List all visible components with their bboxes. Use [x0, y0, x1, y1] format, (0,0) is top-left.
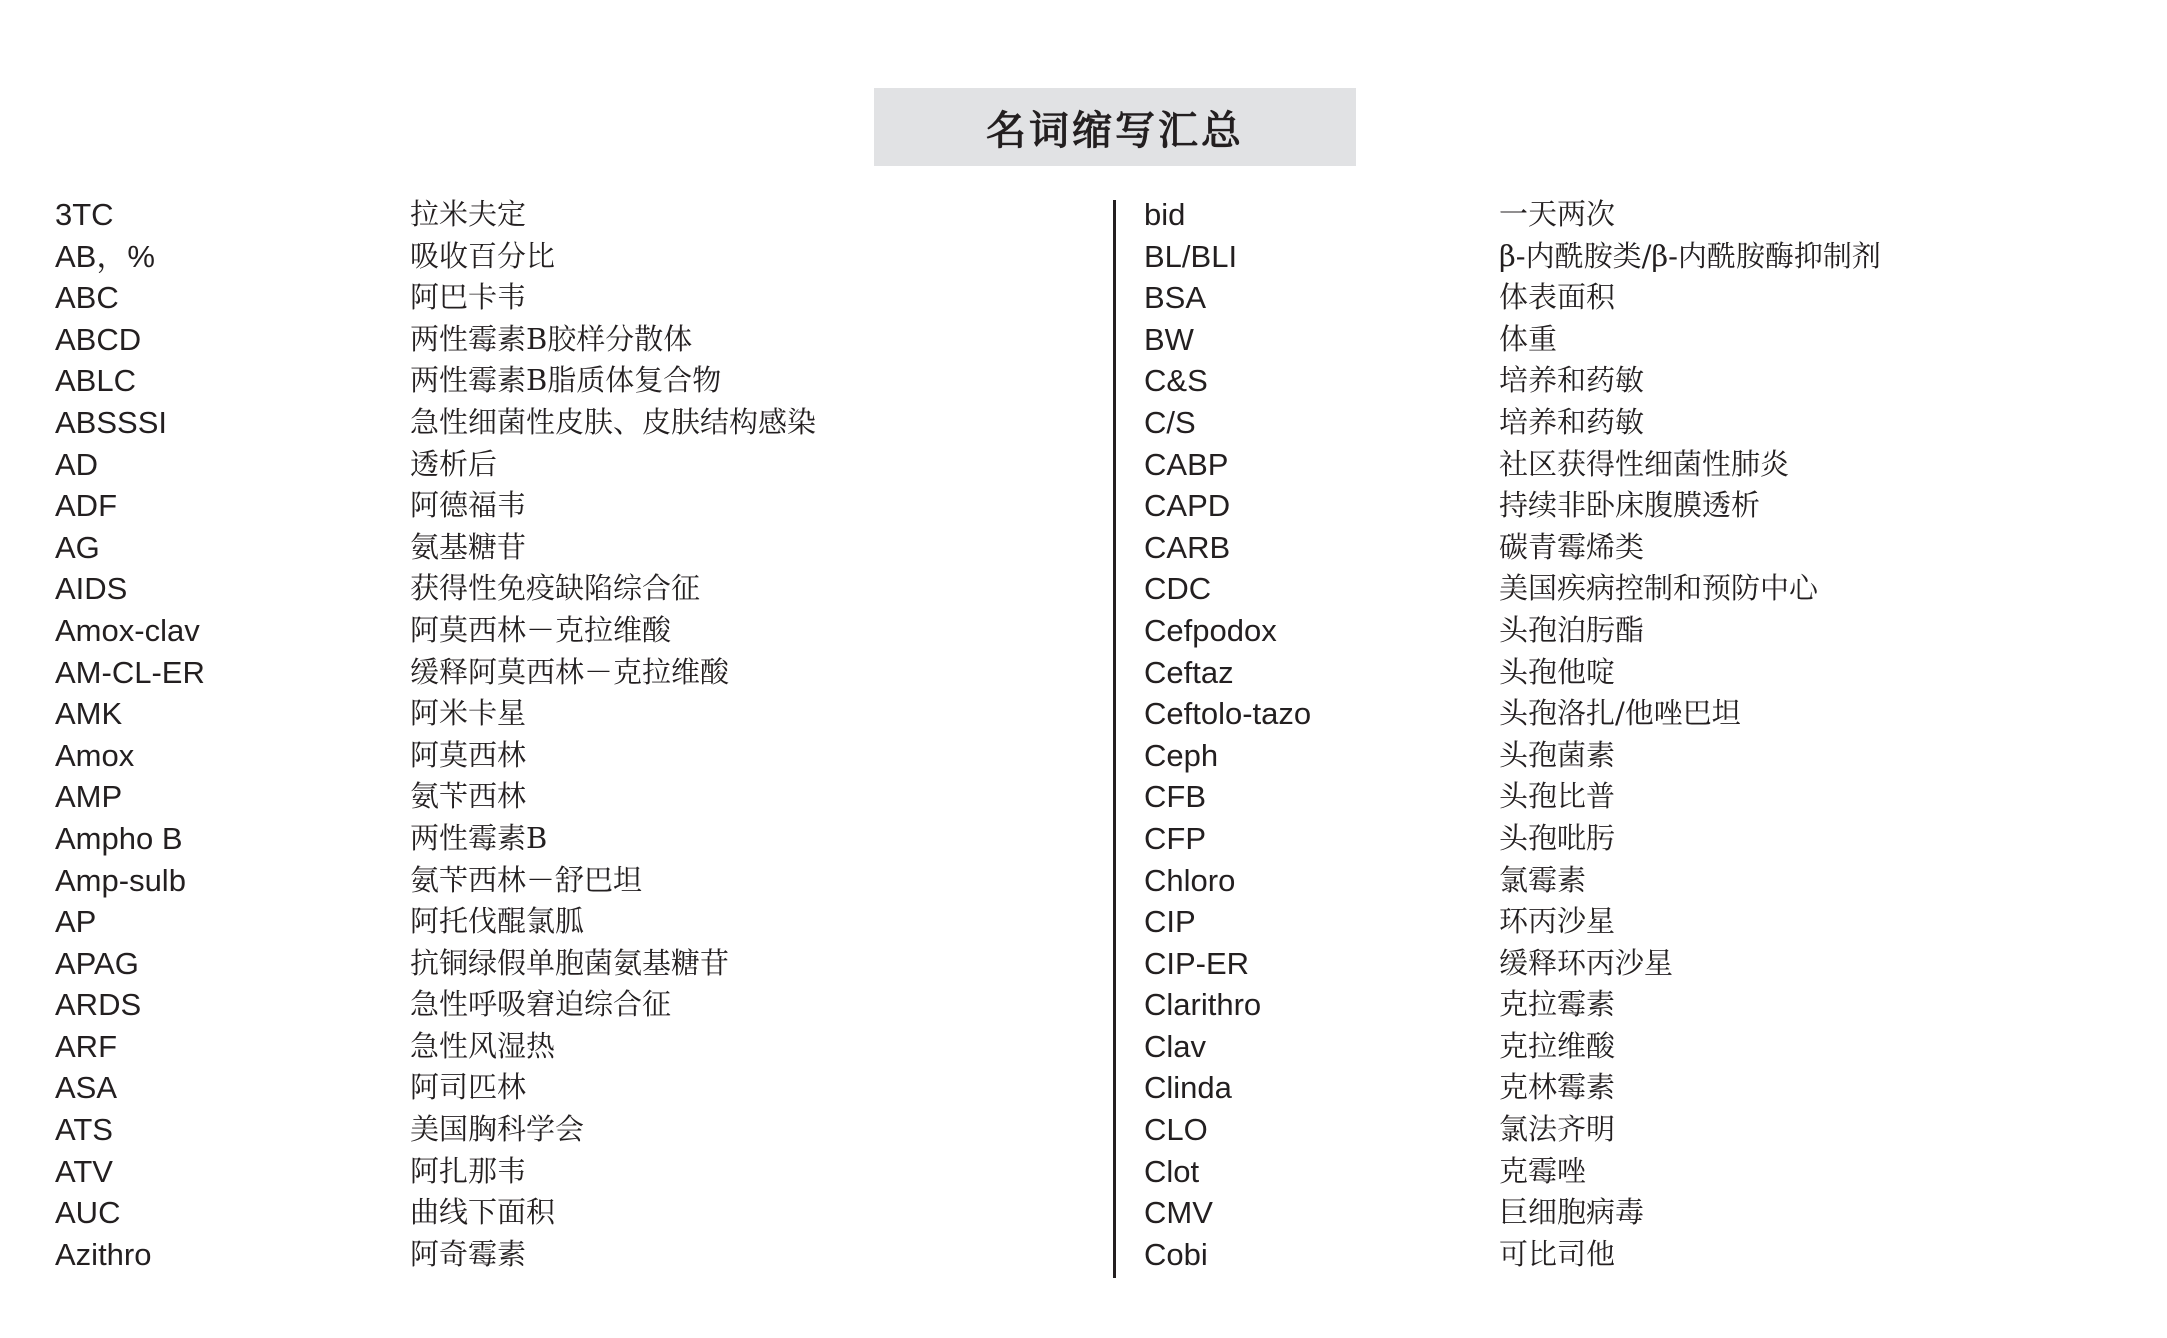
abbreviation: AIDS	[55, 571, 128, 607]
abbreviation-row	[55, 568, 1055, 610]
full-term: 社区获得性细菌性肺炎	[1499, 446, 1790, 481]
abbreviation-row	[55, 984, 1055, 1026]
abbreviation: Amox-clav	[55, 612, 200, 648]
abbreviation: CABP	[1144, 446, 1229, 482]
title-banner	[874, 88, 1356, 166]
abbreviation: Amox	[55, 737, 135, 773]
full-term: 透析后	[410, 446, 498, 481]
abbreviation-row	[1144, 444, 2144, 486]
full-term: 氨苄西林	[410, 779, 527, 814]
abbreviation: CFB	[1144, 779, 1206, 815]
full-term: 缓释环丙沙星	[1499, 945, 1674, 980]
full-term: 吸收百分比	[410, 238, 556, 273]
abbreviation-row	[55, 860, 1055, 902]
abbreviation-row	[55, 194, 1055, 236]
abbreviation: ADF	[55, 488, 117, 524]
abbreviation-row	[1144, 735, 2144, 777]
abbreviation: AD	[55, 446, 99, 482]
abbreviation-row	[55, 1234, 1055, 1276]
full-term: 环丙沙星	[1499, 904, 1616, 939]
abbreviation: Ampho B	[55, 820, 183, 856]
abbreviation: ARF	[55, 1028, 117, 1064]
abbreviation-row	[1144, 568, 2144, 610]
full-term: 急性风湿热	[410, 1028, 556, 1063]
abbreviation: AB，%	[55, 238, 155, 274]
full-term: 氨基糖苷	[410, 529, 527, 564]
abbreviation: APAG	[55, 945, 139, 981]
abbreviation-row	[55, 277, 1055, 319]
abbreviation: Chloro	[1144, 862, 1236, 898]
abbreviation: Amp-sulb	[55, 862, 186, 898]
abbreviation: ABCD	[55, 321, 142, 357]
full-term: 氯霉素	[1499, 862, 1587, 897]
full-term: β-内酰胺类/β-内酰胺酶抑制剂	[1499, 238, 1881, 273]
abbreviation: Azithro	[55, 1236, 152, 1272]
abbreviation-row	[55, 901, 1055, 943]
abbreviation: CIP-ER	[1144, 945, 1250, 981]
abbreviation: CDC	[1144, 571, 1212, 607]
full-term: 氨苄西林－舒巴坦	[410, 862, 643, 897]
abbreviation: ABC	[55, 280, 119, 316]
abbreviation: BW	[1144, 321, 1194, 357]
full-term: 头孢吡肟	[1499, 820, 1616, 855]
full-term: 巨细胞病毒	[1499, 1195, 1645, 1230]
abbreviation: AMP	[55, 779, 123, 815]
abbreviation: Ceph	[1144, 737, 1219, 773]
abbreviation: CLO	[1144, 1112, 1208, 1148]
abbreviation-row	[55, 610, 1055, 652]
abbreviation: BL/BLI	[1144, 238, 1238, 274]
abbreviation: 3TC	[55, 197, 114, 232]
full-term: 阿莫西林－克拉维酸	[410, 612, 672, 647]
abbreviation: Cobi	[1144, 1236, 1208, 1272]
abbreviation-row	[55, 818, 1055, 860]
full-term: 培养和药敏	[1499, 363, 1645, 398]
abbreviation: C/S	[1144, 404, 1196, 440]
abbreviation: AP	[55, 904, 97, 940]
abbreviation-row	[55, 1026, 1055, 1068]
abbreviation-row	[1144, 693, 2144, 735]
abbreviation-row	[55, 1192, 1055, 1234]
full-term: 曲线下面积	[410, 1195, 556, 1230]
full-term: 阿扎那韦	[410, 1153, 527, 1188]
abbreviation: ATV	[55, 1153, 113, 1189]
full-term: 两性霉素B胶样分散体	[410, 321, 693, 356]
abbreviation-row	[55, 527, 1055, 569]
abbreviation-row	[55, 652, 1055, 694]
full-term: 阿德福韦	[410, 488, 527, 523]
full-term: 持续非卧床腹膜透析	[1499, 488, 1761, 523]
abbreviation-row	[1144, 1234, 2144, 1276]
abbreviation: ASA	[55, 1070, 118, 1106]
abbreviation: Clarithro	[1144, 987, 1262, 1023]
column-divider	[1113, 200, 1116, 1278]
abbreviation-row	[1144, 236, 2144, 278]
abbreviation: bid	[1144, 197, 1186, 232]
abbreviation-row	[1144, 194, 2144, 236]
full-term: 急性细菌性皮肤、皮肤结构感染	[410, 404, 817, 439]
full-term: 可比司他	[1499, 1236, 1616, 1271]
abbreviation-row	[55, 485, 1055, 527]
abbreviation-row	[55, 360, 1055, 402]
full-term: 体表面积	[1499, 280, 1616, 315]
full-term: 一天两次	[1499, 197, 1616, 231]
full-term: 阿奇霉素	[410, 1236, 527, 1271]
full-term: 体重	[1499, 321, 1558, 356]
abbreviation: Clinda	[1144, 1070, 1232, 1106]
abbreviation-row	[55, 1151, 1055, 1193]
full-term: 培养和药敏	[1499, 404, 1645, 439]
abbreviation: CIP	[1144, 904, 1196, 940]
abbreviation: Ceftolo-tazo	[1144, 696, 1312, 732]
abbreviation-row	[55, 402, 1055, 444]
full-term: 头孢洛扎/他唑巴坦	[1499, 696, 1741, 731]
abbreviation: Ceftaz	[1144, 654, 1234, 690]
full-term: 获得性免疫缺陷综合征	[410, 571, 701, 606]
abbreviation-row	[1144, 277, 2144, 319]
full-term: 美国胸科学会	[410, 1112, 585, 1147]
full-term: 克拉霉素	[1499, 987, 1616, 1022]
abbreviation-row	[55, 776, 1055, 818]
full-term: 头孢他啶	[1499, 654, 1616, 689]
abbreviation-row	[1144, 818, 2144, 860]
abbreviation: AMK	[55, 696, 123, 732]
abbreviation-row	[1144, 1026, 2144, 1068]
abbreviation: BSA	[1144, 280, 1207, 316]
full-term: 克霉唑	[1499, 1153, 1587, 1188]
abbreviation-row	[55, 943, 1055, 985]
full-term: 克拉维酸	[1499, 1028, 1616, 1063]
abbreviation: AG	[55, 529, 100, 565]
abbreviation-row	[1144, 485, 2144, 527]
abbreviation: AM-CL-ER	[55, 654, 205, 690]
full-term: 头孢泊肟酯	[1499, 612, 1645, 647]
abbreviation-row	[1144, 776, 2144, 818]
full-term: 拉米夫定	[410, 197, 527, 231]
abbreviation-list-right	[1144, 194, 2144, 1275]
abbreviation: CARB	[1144, 529, 1231, 565]
full-term: 抗铜绿假单胞菌氨基糖苷	[410, 945, 730, 980]
full-term: 头孢菌素	[1499, 737, 1616, 772]
full-term: 阿托伐醌氯胍	[410, 904, 585, 939]
full-term: 克林霉素	[1499, 1070, 1616, 1105]
abbreviation: Clot	[1144, 1153, 1200, 1189]
abbreviation-row	[1144, 360, 2144, 402]
full-term: 两性霉素B脂质体复合物	[410, 363, 722, 398]
full-term: 阿莫西林	[410, 737, 527, 772]
abbreviation-row	[55, 693, 1055, 735]
abbreviation-row	[1144, 984, 2144, 1026]
abbreviation: CAPD	[1144, 488, 1231, 524]
abbreviation-row	[55, 444, 1055, 486]
abbreviation-row	[1144, 402, 2144, 444]
abbreviation-row	[55, 1067, 1055, 1109]
abbreviation-row	[1144, 943, 2144, 985]
full-term: 阿巴卡韦	[410, 280, 527, 315]
abbreviation-row	[1144, 1109, 2144, 1151]
abbreviation: AUC	[55, 1195, 121, 1231]
abbreviation: Clav	[1144, 1028, 1207, 1064]
abbreviation: ATS	[55, 1112, 113, 1148]
full-term: 美国疾病控制和预防中心	[1499, 571, 1819, 606]
abbreviation-row	[1144, 860, 2144, 902]
full-term: 两性霉素B	[410, 820, 548, 855]
abbreviation: CFP	[1144, 820, 1206, 856]
full-term: 氯法齐明	[1499, 1112, 1616, 1147]
abbreviation-row	[1144, 319, 2144, 361]
full-term: 缓释阿莫西林－克拉维酸	[410, 654, 730, 689]
abbreviation: ABSSSI	[55, 404, 167, 440]
abbreviation-row	[1144, 610, 2144, 652]
full-term: 阿米卡星	[410, 696, 527, 731]
abbreviation-row	[1144, 1151, 2144, 1193]
abbreviation-row	[1144, 1067, 2144, 1109]
full-term: 碳青霉烯类	[1499, 529, 1645, 564]
abbreviation: CMV	[1144, 1195, 1213, 1231]
abbreviation: Cefpodox	[1144, 612, 1277, 648]
abbreviation: C&S	[1144, 363, 1208, 399]
abbreviation-row	[55, 319, 1055, 361]
full-term: 阿司匹林	[410, 1070, 527, 1105]
abbreviation: ABLC	[55, 363, 136, 399]
page-title: 名词缩写汇总	[986, 107, 1244, 154]
full-term: 急性呼吸窘迫综合征	[410, 987, 672, 1022]
abbreviation-row	[1144, 1192, 2144, 1234]
abbreviation-row	[1144, 901, 2144, 943]
abbreviation-list-left	[55, 194, 1055, 1275]
abbreviation-row	[55, 735, 1055, 777]
abbreviation-row	[1144, 652, 2144, 694]
full-term: 头孢比普	[1499, 779, 1616, 814]
abbreviation: ARDS	[55, 987, 142, 1023]
abbreviation-row	[1144, 527, 2144, 569]
abbreviation-row	[55, 236, 1055, 278]
abbreviation-row	[55, 1109, 1055, 1151]
